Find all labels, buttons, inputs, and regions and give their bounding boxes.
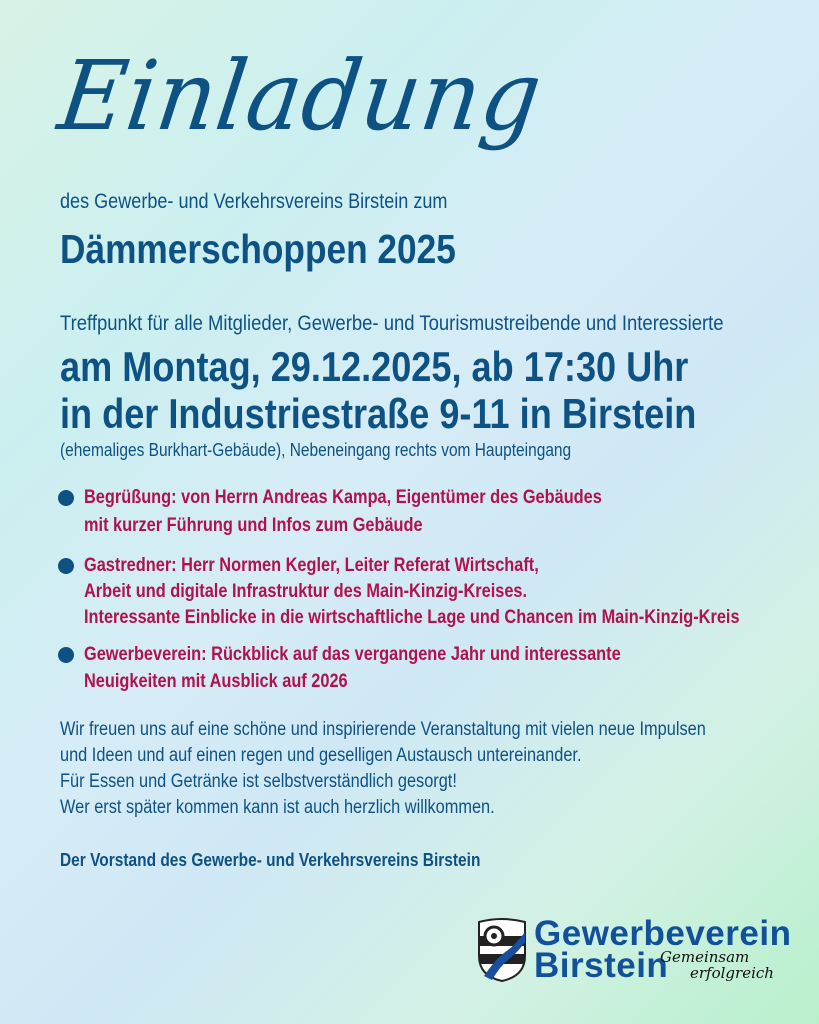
logo bbox=[476, 914, 792, 985]
closing-line: und Ideen und auf einen regen und geselligen Austausch untereinander. bbox=[60, 745, 582, 766]
agenda-line: Begrüßung: von Herrn Andreas Kampa, Eigentümer des Gebäudes bbox=[84, 487, 602, 508]
closing-line: Für Essen und Getränke ist selbstverständlich gesorgt! bbox=[60, 771, 457, 792]
logo-slogan2: erfolgreich bbox=[690, 964, 774, 982]
intro: des Gewerbe- und Verkehrsvereins Birstein zum bbox=[60, 190, 448, 213]
bullet-icon bbox=[58, 647, 74, 663]
agenda-line: Neuigkeiten mit Ausblick auf 2026 bbox=[84, 671, 348, 692]
agenda-line: Interessante Einblicke in die wirtschaftliche Lage und Chancen im Main-Kinzig-Kreis bbox=[84, 607, 740, 628]
date-line: am Montag, 29.12.2025, ab 17:30 Uhr bbox=[60, 343, 689, 390]
meeting-text: Treffpunkt für alle Mitglieder, Gewerbe- und Tourismustreibende und Interessierte bbox=[60, 311, 724, 335]
place-line: in der Industriestraße 9-11 in Birstein bbox=[60, 390, 697, 437]
logo-line1: Gewerbeverein bbox=[534, 914, 792, 953]
logo-slogan1: Gemeinsam bbox=[660, 948, 750, 966]
closing-line: Wer erst später kommen kann ist auch herzlich willkommen. bbox=[60, 797, 495, 818]
agenda-line: Arbeit und digitale Infrastruktur des Main-Kinzig-Kreises. bbox=[84, 581, 528, 602]
bullet-icon bbox=[58, 490, 74, 506]
bullet-icon bbox=[58, 558, 74, 574]
agenda-line: Gastredner: Herr Normen Kegler, Leiter Referat Wirtschaft, bbox=[84, 555, 539, 576]
agenda-line: mit kurzer Führung und Infos zum Gebäude bbox=[84, 515, 423, 536]
place-note: (ehemaliges Burkhart-Gebäude), Nebeneingang rechts vom Haupteingang bbox=[60, 440, 572, 460]
coat-of-arms-icon bbox=[476, 918, 528, 982]
title: Einladung bbox=[52, 40, 549, 152]
closing-line: Wir freuen uns auf eine schöne und inspirierende Veranstaltung mit vielen neue Impulsen bbox=[60, 719, 706, 740]
signature: Der Vorstand des Gewerbe- und Verkehrsvereins Birstein bbox=[60, 850, 481, 870]
logo-line2: Birstein bbox=[534, 946, 669, 985]
event-name: Dämmerschoppen 2025 bbox=[60, 226, 456, 272]
agenda-line: Gewerbeverein: Rückblick auf das vergangene Jahr und interessante bbox=[84, 644, 621, 665]
